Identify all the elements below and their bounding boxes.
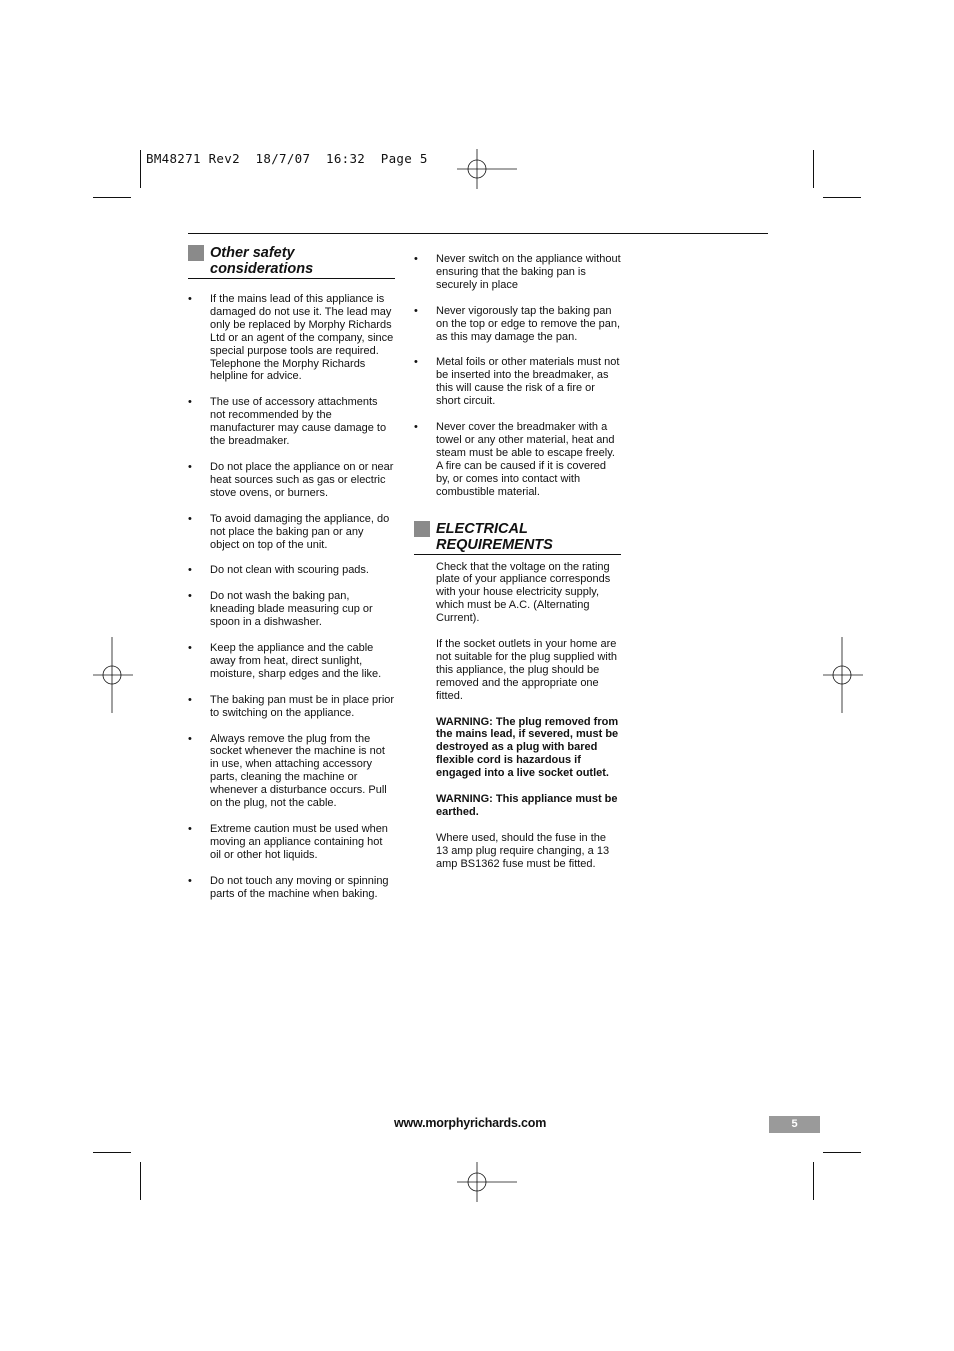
- list-item-text: Extreme caution must be used when moving an appliance containing hot oil or other hot liquids.: [210, 823, 388, 861]
- list-item-text: Metal foils or other materials must not be inserted into the breadmaker, as this will cause the risk of a fire or short circuit.: [436, 356, 620, 408]
- list-item: [188, 823, 395, 862]
- safety-list: [188, 293, 395, 901]
- list-item-text: The use of accessory attachments not recommended by the manufacturer may cause damage to the breadmaker.: [210, 396, 387, 448]
- bullet-icon: •: [188, 564, 192, 577]
- bullet-icon: •: [188, 512, 192, 525]
- list-item: [188, 694, 395, 720]
- printer-slug: BM48271 Rev2 18/7/07 16:32 Page 5: [146, 151, 428, 166]
- crop-mark: [813, 1162, 814, 1200]
- list-item-text: To avoid damaging the appliance, do not place the baking pan or any object on top of the unit.: [210, 512, 390, 551]
- bullet-icon: •: [188, 642, 192, 655]
- list-item-text: Keep the appliance and the cable away from heat, direct sunlight, moisture, sharp edges and the like.: [210, 642, 382, 680]
- bullet-icon: •: [414, 253, 418, 265]
- website-url: www.morphyrichards.com: [394, 1116, 547, 1130]
- list-item-text: If the mains lead of this appliance is damaged do not use it. The lead may only be replaced by Morphy Richards Ltd or an agent of the company, since special purpose tools are required. Telephone the Morphy Richards helpline for advice.: [210, 293, 394, 383]
- crop-mark: [813, 150, 814, 188]
- list-item: [188, 642, 395, 681]
- heading-line: considerations: [210, 261, 314, 277]
- bullet-icon: •: [414, 304, 418, 317]
- heading-line: ELECTRICAL: [436, 520, 528, 537]
- list-item-text: Never vigorously tap the baking pan on the top or edge to remove the pan, as this may damage the pan.: [436, 304, 621, 343]
- bullet-icon: •: [414, 421, 418, 434]
- section-heading-electrical: [414, 521, 621, 555]
- crop-mark: [93, 197, 131, 198]
- list-item-text: The baking pan must be in place prior to switching on the appliance.: [210, 693, 395, 719]
- list-item-text: Do not wash the baking pan, kneading blade measuring cup or spoon in a dishwasher.: [210, 590, 373, 629]
- list-item: [188, 461, 395, 500]
- list-item: [188, 513, 395, 552]
- bullet-icon: •: [188, 693, 192, 706]
- paragraph: If the socket outlets in your home are not suitable for the plug supplied with this appliance, the plug should be removed and the appropriate one fitted.: [436, 638, 618, 702]
- list-item: [414, 253, 621, 292]
- list-item: [414, 356, 621, 408]
- bullet-icon: •: [188, 590, 192, 603]
- list-item: [188, 396, 395, 448]
- list-item-text: Do not place the appliance on or near heat sources such as gas or electric stove ovens, or burners.: [210, 460, 394, 499]
- crop-mark: [823, 197, 861, 198]
- page-number: 5: [769, 1116, 820, 1133]
- list-item-text: Always remove the plug from the socket whenever the machine is not in use, when attaching accessory parts, cleaning the machine or whenever a disturbance occurs. Pull on the plug, not the cable.: [210, 732, 387, 810]
- list-item: [414, 305, 621, 344]
- bullet-icon: •: [188, 396, 192, 409]
- list-item: [414, 421, 621, 498]
- paragraph: Where used, should the fuse in the 13 amp plug require changing, a 13 amp BS1362 fuse must be fitted.: [436, 831, 610, 870]
- paragraph: Check that the voltage on the rating plate of your appliance corresponds with your house electricity supply, which must be A.C. (Alternating Current).: [436, 560, 611, 625]
- left-column: [188, 245, 395, 901]
- list-item: [188, 293, 395, 383]
- crop-mark: [140, 1162, 141, 1200]
- registration-target-icon: [93, 637, 133, 713]
- bullet-icon: •: [188, 732, 192, 745]
- crop-mark: [140, 150, 141, 188]
- list-item-text: Never switch on the appliance without ensuring that the baking pan is securely in place: [436, 253, 621, 291]
- section-heading-safety: [188, 245, 395, 279]
- crop-mark: [93, 1152, 131, 1153]
- crop-mark: [823, 1152, 861, 1153]
- warning-text: WARNING: The plug removed from the mains lead, if severed, must be destroyed as a plug with bared flexible cord is hazardous if engaged into a live socket outlet.: [436, 715, 619, 780]
- bullet-icon: •: [188, 293, 192, 305]
- list-item: [188, 733, 395, 810]
- bullet-icon: •: [188, 460, 192, 473]
- heading-square-icon: [414, 521, 430, 537]
- heading-line: REQUIREMENTS: [436, 536, 553, 553]
- header-rule: [188, 233, 768, 234]
- list-item: [188, 590, 395, 629]
- registration-target-icon: [457, 149, 517, 189]
- heading-line: Other safety: [210, 245, 295, 261]
- bullet-icon: •: [414, 356, 418, 369]
- right-column: [414, 253, 621, 871]
- bullet-icon: •: [188, 823, 192, 835]
- bullet-icon: •: [188, 874, 192, 887]
- safety-list-continued: [414, 253, 621, 499]
- list-item-text: Never cover the breadmaker with a towel or any other material, heat and steam must be able to escape freely. A fire can be caused if it is covered by, or comes into contact with combustible material.: [436, 421, 615, 498]
- registration-target-icon: [457, 1162, 517, 1202]
- heading-square-icon: [188, 245, 204, 261]
- registration-target-icon: [823, 637, 863, 713]
- warning-text: WARNING: This appliance must be earthed.: [436, 793, 618, 818]
- list-item: [188, 564, 395, 577]
- list-item: [188, 875, 395, 901]
- list-item-text: Do not touch any moving or spinning parts of the machine when baking.: [210, 874, 389, 900]
- list-item-text: Do not clean with scouring pads.: [210, 564, 369, 577]
